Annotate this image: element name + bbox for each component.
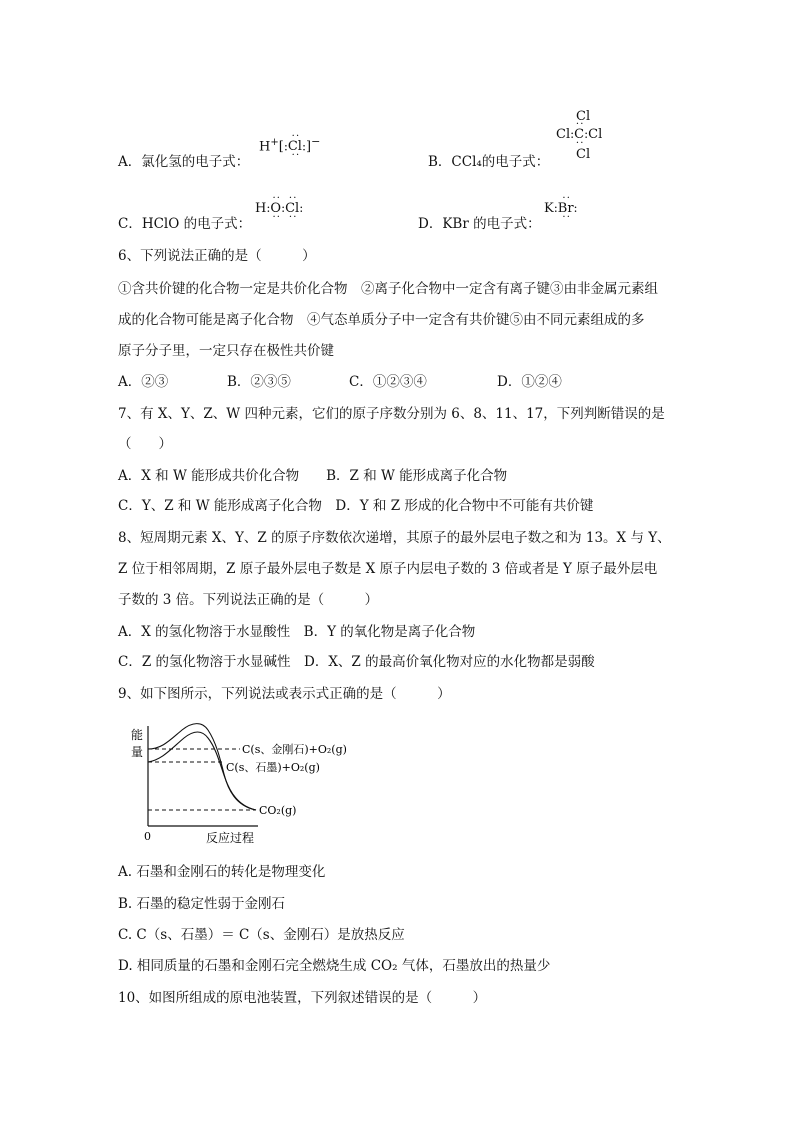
- q6-statement-line-2: 成的化合物可能是离子化合物 ④气态单质分子中一定含有共价键⑤由不同元素组成的多: [118, 312, 645, 328]
- q5-a-cl: · · Cl · ·: [288, 140, 302, 153]
- q5-b-colon-left: :: [570, 127, 575, 141]
- q5-b-cl-right: Cl: [588, 127, 603, 142]
- q8-options-cd: C．Z 的氢化物溶于水显碱性 D．X、Z 的最高价氧化物对应的水化物都是弱酸: [118, 654, 595, 670]
- q9-option-d: D. 相同质量的石墨和金刚石完全燃烧生成 CO₂ 气体，石墨放出的热量少: [118, 958, 551, 974]
- q6-option-b: B．②③⑤: [227, 374, 291, 390]
- q5-option-b-label: B．CCl₄的电子式：: [428, 154, 550, 170]
- q5-a-colon-right: :: [301, 139, 307, 154]
- q5-option-c-formula: [255, 202, 303, 215]
- q5-d-colon-1: :: [553, 201, 558, 215]
- q7-options-ab: A．X 和 W 能形成共价化合物 B．Z 和 W 能形成离子化合物: [118, 468, 508, 484]
- diagram-ylabel-1: 能: [131, 728, 144, 742]
- q5-d-k: K: [544, 201, 554, 216]
- q5-b-colon-right: :: [584, 127, 589, 141]
- diagram-ylabel-2: 量: [131, 745, 144, 759]
- q5-c-colon-2: :: [281, 201, 286, 215]
- q5-d-br: · · Br · ·: [558, 202, 574, 215]
- q5-a-colon: :: [283, 139, 288, 154]
- q10-stem: 10、如图所组成的原电池装置，下列叙述错误的是（ ）: [118, 990, 487, 1006]
- q5-b-middle-row: [556, 128, 602, 141]
- q5-c-h: H: [255, 201, 267, 216]
- q8-options-ab: A．X 的氢化物溶于水显酸性 B．Y 的氧化物是离子化合物: [118, 624, 476, 640]
- q7-options-cd: C．Y、Z 和 W 能形成离子化合物 D．Y 和 Z 形成的化合物中不可能有共价键: [118, 498, 594, 514]
- q5-b-cl-left: Cl: [556, 127, 571, 142]
- q6-option-a: A．②③: [118, 374, 169, 390]
- diagram-label-co2: CO₂(g): [259, 804, 297, 817]
- q8-stem-line-2: Z 位于相邻周期，Z 原子最外层电子数是 X 原子内层电子数的 3 倍或者是 Y 原子最外层电: [118, 561, 658, 577]
- q6-option-c: C．①②③④: [349, 374, 427, 390]
- q8-stem-line-3: 子数的 3 倍。下列说法正确的是（ ）: [118, 592, 379, 608]
- q5-c-cl: · · Cl · ·: [285, 202, 299, 215]
- diagram-label-graphite: C(s、石墨)+O₂(g): [226, 761, 320, 774]
- q6-stem: 6、下列说法正确的是（ ）: [118, 248, 316, 264]
- q5-option-d-formula: [544, 202, 578, 215]
- q5-d-colon-2: :: [573, 201, 578, 215]
- q5-b-cl-top: Cl: [576, 109, 591, 124]
- q8-stem-line-1: 8、短周期元素 X、Y、Z 的原子序数依次递增，其原子的最外层电子数之和为 13。X 与 Y、: [118, 530, 671, 546]
- q9-option-c: C. C（s、石墨）＝ C（s、金刚石）是放热反应: [118, 927, 405, 943]
- diagram-xlabel: 反应过程: [206, 831, 255, 845]
- q5-a-minus: −: [311, 135, 321, 148]
- q9-option-b: B. 石墨的稳定性弱于金刚石: [118, 896, 286, 912]
- q6-statement-line-3: 原子分子里，一定只存在极性共价键: [118, 343, 334, 359]
- q5-option-c-label: C．HClO 的电子式：: [118, 216, 252, 232]
- q5-option-a-label: A．氯化氢的电子式：: [118, 154, 250, 170]
- q9-energy-diagram: [128, 718, 358, 848]
- q5-c-colon-3: :: [299, 201, 304, 215]
- q7-stem-line-1: 7、有 X、Y、Z、W 四种元素，它们的原子序数分别为 6、8、11、17，下列判断错误的是: [118, 406, 665, 422]
- q5-a-plus: +: [270, 137, 279, 148]
- q5-b-cl-bottom: Cl: [576, 147, 591, 162]
- q9-option-a: A. 石墨和金刚石的转化是物理变化: [118, 864, 326, 880]
- q5-c-o: · · O · ·: [270, 202, 281, 215]
- q5-b-c: · · C · ·: [574, 128, 584, 141]
- q6-option-d: D．①②④: [497, 374, 562, 390]
- q5-a-bracket-close: ]: [306, 139, 312, 155]
- q9-stem: 9、如下图所示，下列说法或表示式正确的是（ ）: [118, 686, 451, 702]
- q5-a-bracket-open: [: [278, 139, 284, 155]
- q5-option-d-label: D．KBr 的电子式：: [418, 216, 541, 232]
- diagram-label-diamond: C(s、金刚石)+O₂(g): [242, 743, 347, 756]
- q5-option-a-formula: [259, 136, 320, 153]
- q5-a-h: H: [259, 139, 271, 155]
- q5-c-colon-1: :: [266, 201, 271, 215]
- diagram-origin: 0: [144, 830, 151, 843]
- q7-stem-line-2: （ ）: [118, 436, 172, 452]
- q6-statement-line-1: ①含共价键的化合物一定是共价化合物 ②离子化合物中一定含有离子键③由非金属元素组: [118, 281, 658, 297]
